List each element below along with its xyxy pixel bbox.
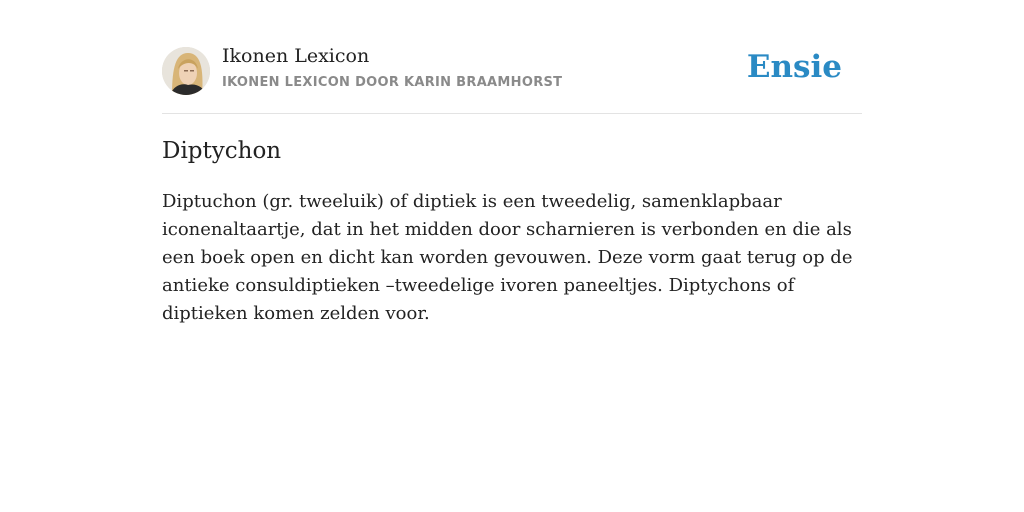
ensie-logo-link[interactable]: Ensie: [746, 49, 842, 85]
article-title: Diptychon: [162, 138, 282, 164]
content-container: [162, 45, 862, 328]
article-body: Diptuchon (gr. tweeluik) of diptiek is een tweedelig, samenklapbaar iconenaltaartje, dat in het midden door scharnieren is verbonden en die als een boek open en dicht kan worden gevouwen. Deze vorm gaat terug op de antieke consuldiptieken –tweedelige ivoren paneeltjes. Diptychons of diptieken komen zelden voor.: [162, 191, 853, 324]
blog-subtitle: IKONEN LEXICON DOOR KARIN BRAAMHORST: [222, 75, 563, 90]
blog-title[interactable]: Ikonen Lexicon: [222, 45, 370, 67]
author-avatar-icon[interactable]: [162, 47, 210, 95]
blog-header: [162, 45, 862, 114]
